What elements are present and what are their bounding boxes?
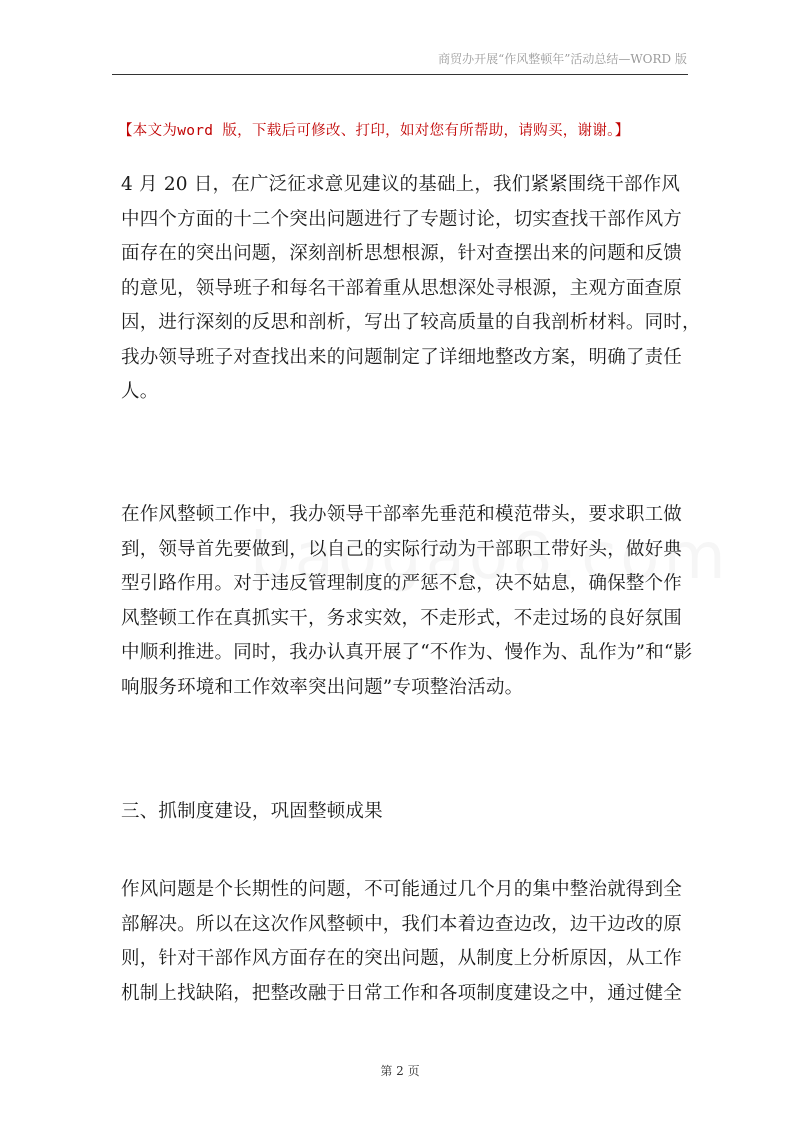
- text-line: 面存在的突出问题，深刻剖析思想根源，针对查摆出来的问题和反馈: [121, 243, 683, 264]
- paragraph-2: [121, 498, 691, 705]
- header-divider: [112, 74, 688, 75]
- text-line: 部解决。所以在这次作风整顿中，我们本着边查边改，边干边改的原: [121, 913, 683, 935]
- text-line: 风整顿工作在真抓实干，务求实效，不走形式，不走过场的良好氛围: [121, 607, 683, 629]
- paragraph-3: [121, 873, 691, 1011]
- text-line: 的意见，领导班子和每名干部着重从思想深处寻根源，主观方面查原: [121, 277, 683, 299]
- running-header: 商贸办开展“作风整顿年”活动总结—WORD 版: [438, 52, 687, 66]
- text-line: 我办领导班子对查找出来的问题制定了详细地整改方案，明确了责任: [121, 346, 683, 368]
- text-line: 则，针对干部作风方面存在的突出问题，从制度上分析原因，从工作: [121, 948, 683, 969]
- text-line: 4 月 20 日，在广泛征求意见建议的基础上，我们紧紧围绕干部作风: [121, 174, 681, 195]
- text-line: 到，领导首先要做到，以自己的实际行动为干部职工带好头，做好典: [121, 538, 683, 560]
- text-line: 中四个方面的十二个突出问题进行了专题讨论，切实查找干部作风方: [121, 208, 683, 230]
- text-line: 人。: [121, 381, 159, 402]
- text-line: 响服务环境和工作效率突出问题”专项整治活动。: [121, 676, 524, 698]
- text-line: 因，进行深刻的反思和剖析，写出了较高质量的自我剖析材料。同时，: [121, 312, 701, 333]
- purchase-notice: 【本文为word 版，下载后可修改、打印，如对您有所帮助，请购买，谢谢。】: [118, 123, 630, 139]
- text-line: 型引路作用。对于违反管理制度的严惩不怠，决不姑息，确保整个作: [121, 573, 683, 594]
- paragraph-1: [121, 168, 701, 410]
- text-line: 中顺利推进。同时，我办认真开展了“不作为、慢作为、乱作为”和“影: [121, 642, 693, 663]
- page-number: 第 2 页: [380, 1064, 420, 1078]
- text-line: 在作风整顿工作中，我办领导干部率先垂范和模范带头，要求职工做: [121, 504, 683, 525]
- text-line: 作风问题是个长期性的问题，不可能通过几个月的集中整治就得到全: [121, 879, 683, 900]
- section-heading: [121, 795, 691, 830]
- heading-text: 三、抓制度建设，巩固整顿成果: [121, 801, 383, 822]
- text-line: 机制上找缺陷，把整改融于日常工作和各项制度建设之中，通过健全: [121, 982, 683, 1004]
